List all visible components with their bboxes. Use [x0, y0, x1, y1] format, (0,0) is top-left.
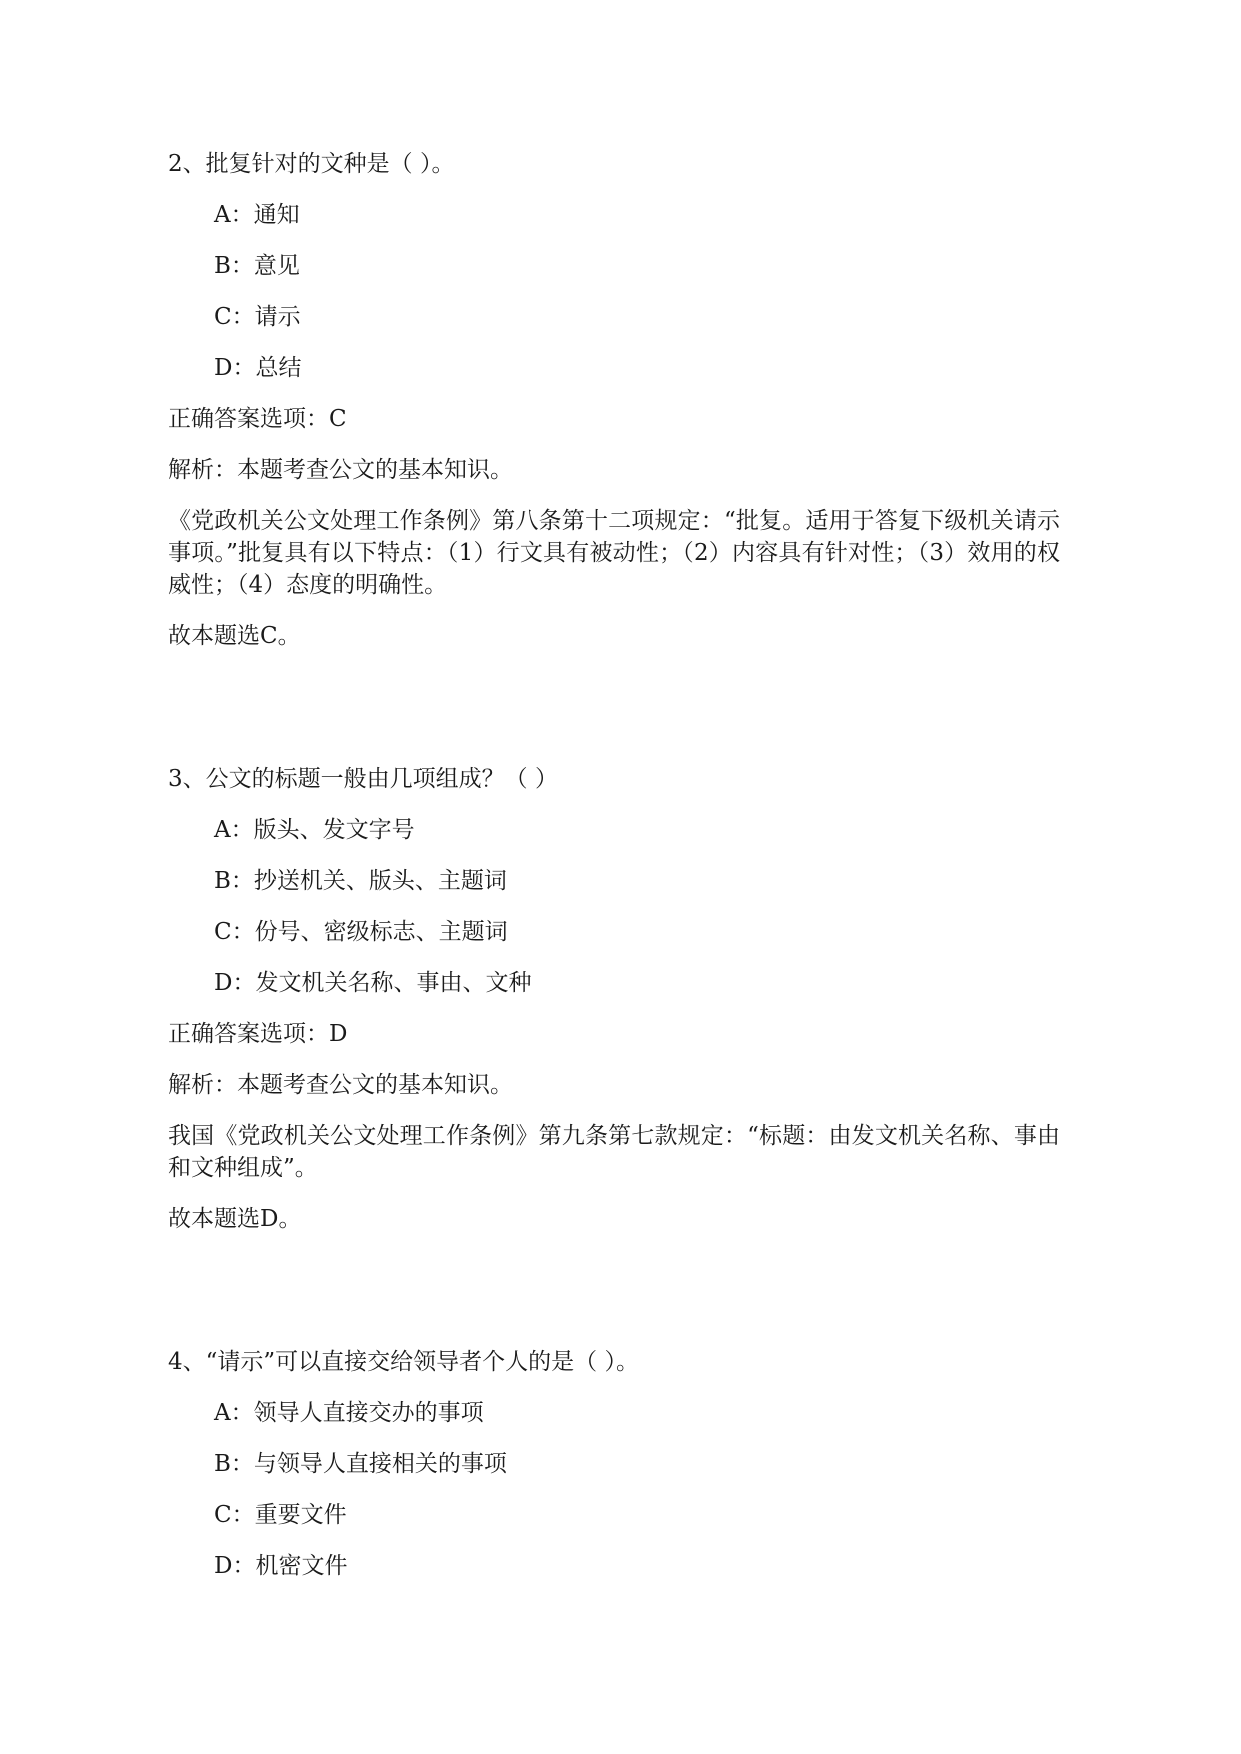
option-list: [190, 814, 1060, 999]
option-c: C：重要文件: [214, 1502, 347, 1528]
option-a: A：领导人直接交办的事项: [214, 1400, 484, 1426]
option-b: B：抄送机关、版头、主题词: [214, 868, 507, 894]
option-d: D：发文机关名称、事由、文种: [214, 970, 532, 996]
analysis-heading: 解析：本题考查公文的基本知识。: [168, 1072, 513, 1098]
option-b: B：与领导人直接相关的事项: [214, 1451, 507, 1477]
correct-answer: 正确答案选项：D: [168, 1021, 348, 1047]
question-title: 4、“请示”可以直接交给领导者个人的是（ ）。: [168, 1349, 639, 1375]
option-c: C：份号、密级标志、主题词: [214, 919, 508, 945]
option-d: D：机密文件: [214, 1553, 348, 1579]
document-page: [168, 148, 1060, 1601]
question-2: [168, 148, 1060, 652]
question-4: [168, 1346, 1060, 1582]
correct-answer: 正确答案选项：C: [168, 406, 347, 432]
conclusion: 故本题选C。: [168, 623, 301, 649]
option-a: A：版头、发文字号: [214, 817, 415, 843]
question-title: 3、公文的标题一般由几项组成？（ ）: [168, 766, 558, 792]
option-d: D：总结: [214, 355, 302, 381]
conclusion: 故本题选D。: [168, 1206, 302, 1232]
option-c: C：请示: [214, 304, 301, 330]
analysis-paragraph: 我国《党政机关公文处理工作条例》第九条第七款规定：“标题：由发文机关名称、事由和文种组成”。: [168, 1123, 1060, 1181]
question-3: [168, 763, 1060, 1235]
option-b: B：意见: [214, 253, 300, 279]
option-a: A：通知: [214, 202, 300, 228]
option-list: [190, 1397, 1060, 1582]
question-title: 2、批复针对的文种是（ ）。: [168, 151, 455, 177]
analysis-paragraph: 《党政机关公文处理工作条例》第八条第十二项规定：“批复。适用于答复下级机关请示事项。”批复具有以下特点：（1）行文具有被动性；（2）内容具有针对性；（3）效用的权威性；（4）态度的明确性。: [168, 508, 1060, 598]
analysis-heading: 解析：本题考查公文的基本知识。: [168, 457, 513, 483]
option-list: [190, 199, 1060, 384]
